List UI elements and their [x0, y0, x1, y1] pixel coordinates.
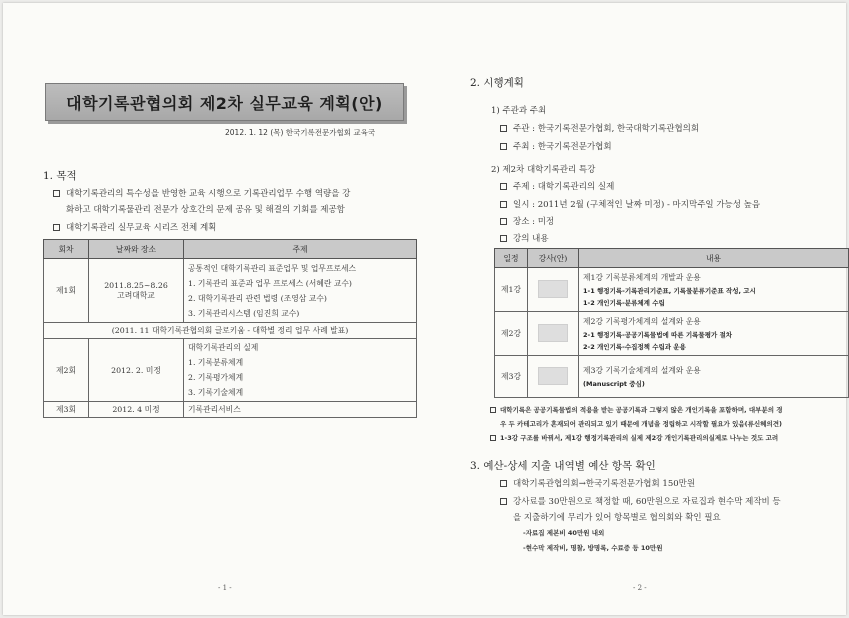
table-row [44, 323, 417, 339]
date-cell: 2012. 4 미정 [89, 402, 184, 418]
table-row [495, 312, 849, 356]
education-series-table [43, 239, 417, 418]
lecture-subitem: 1-2 개인기록-분류체계 수립 [583, 299, 665, 307]
topic-item: 2. 대학기록관리 관련 법령 (조영삼 교수) [188, 293, 327, 303]
lecture-session-cell: 제1강 [495, 268, 528, 312]
page-left [28, 3, 428, 615]
session-cell: 제3회 [44, 402, 89, 418]
note-1: 대학기록은 공공기록물법의 적용을 받는 공공기록과 그렇지 않은 개인기록을 포함하며, 대부분의 경 [490, 405, 783, 414]
page-number: - 2 - [633, 584, 647, 592]
lecture-subitem: (Manuscript 중심) [583, 380, 645, 388]
topic-cell: 기록관리서비스 [184, 402, 417, 418]
lecture-content-cell [579, 312, 849, 356]
topic-item: 1. 기록관리 표준과 업무 프로세스 (서혜란 교수) [188, 278, 352, 288]
checkbox-square-icon [500, 480, 507, 487]
topic-cell [184, 339, 417, 402]
lecture-subitem: 2-2 개인기록-수집정책 수립과 운용 [583, 343, 686, 351]
checkbox-square-icon [490, 435, 496, 441]
venue-bullet: 장소 : 미정 [500, 215, 554, 227]
theme-bullet: 주제 : 대학기록관리의 실제 [500, 180, 614, 192]
page-right [458, 3, 838, 615]
note-2: 1-3강 구조를 바꿔서, 제1강 행정기록관리의 실제 제2강 개인기록관리의실제로 나누는 것도 고려 [490, 433, 778, 442]
organizer-bullet: 주관 : 한국기록전문가협회, 한국대학기록관협의회 [500, 122, 699, 134]
table-row [44, 402, 417, 418]
lecture-session-cell: 제2강 [495, 312, 528, 356]
title-banner [45, 83, 404, 121]
table-header: 내용 [579, 249, 849, 268]
session-cell: 제2회 [44, 339, 89, 402]
checkbox-square-icon [490, 407, 496, 413]
date-text: 2011.8.25~8.26 [104, 280, 168, 290]
topic-item: 대학기록관리의 실제 [188, 343, 259, 352]
lecture-content-cell [579, 268, 849, 312]
budget-bullet-1: 대학기록관협의회→한국기록전문가협회 150만원 [500, 477, 695, 489]
topic-item: 공통적인 대학기록관리 표준업무 및 업무프로세스 [188, 263, 357, 273]
budget-detail-2: -현수막 제작비, 명찰, 방명록, 수료증 등 10만원 [523, 544, 663, 552]
redacted-name-box [538, 367, 568, 385]
checkbox-square-icon [500, 201, 507, 208]
checkbox-square-icon [500, 143, 507, 150]
host-bullet: 주최 : 한국기록전문가협회 [500, 140, 612, 152]
table-row [44, 259, 417, 323]
lecture-table [494, 248, 849, 398]
table-header: 주제 [184, 240, 417, 259]
checkbox-square-icon [500, 235, 507, 242]
budget-detail-1: -자료집 제본비 40만원 내외 [523, 529, 605, 537]
place-text: 고려대학교 [117, 290, 155, 300]
intermediate-event-cell: (2011. 11 대학기록관협의회 글로키움 - 대학별 정리 업무 사례 발표) [44, 323, 417, 339]
lecture-title: 제3강 기록기술체계의 설계와 운용 [583, 366, 701, 375]
checkbox-square-icon [53, 224, 60, 231]
table-row [44, 339, 417, 402]
note-1-cont: 우 두 카테고리가 혼재되어 관리되고 있기 때문에 개념을 정립하고 시작할 필요가 있음(류신혜의견) [500, 420, 782, 428]
table-header: 일정 [495, 249, 528, 268]
instructor-cell [528, 356, 579, 398]
instructor-cell [528, 268, 579, 312]
lecture-title: 제1강 기록분류체계의 개발과 운용 [583, 273, 701, 282]
content-bullet: 강의 내용 [500, 232, 549, 244]
checkbox-square-icon [500, 218, 507, 225]
topic-cell [184, 259, 417, 323]
lecture-title: 제2강 기록평가체계의 설계와 운용 [583, 317, 701, 326]
document-sheet [3, 3, 846, 615]
table-header: 회차 [44, 240, 89, 259]
subsection-lecture: 2) 제2차 대학기록관리 특강 [491, 165, 596, 175]
table-row [495, 356, 849, 398]
topic-item: 1. 기록분류체계 [188, 358, 244, 367]
date-cell: 2012. 2. 미정 [89, 339, 184, 402]
date-place-cell [89, 259, 184, 323]
page-number: - 1 - [218, 584, 232, 592]
purpose-bullet-1-cont: 화하고 대학기록물관리 전문가 상호간의 문제 공유 및 해결의 기회를 제공함 [66, 205, 345, 215]
purpose-bullet-2: 대학기록관리 실무교육 시리즈 전체 계획 [53, 221, 216, 233]
section1-heading: 1. 목적 [43, 170, 77, 182]
checkbox-square-icon [500, 183, 507, 190]
session-cell: 제1회 [44, 259, 89, 323]
checkbox-square-icon [53, 190, 60, 197]
table-row [495, 268, 849, 312]
table-header: 강사(안) [528, 249, 579, 268]
checkbox-square-icon [500, 498, 507, 505]
date-bullet: 일시 : 2011년 2월 (구체적인 날짜 미정) - 마지막주일 가능성 높음 [500, 198, 760, 210]
lecture-session-cell: 제3강 [495, 356, 528, 398]
table-header-row [495, 249, 849, 268]
section2-heading: 2. 시행계획 [470, 77, 524, 89]
budget-bullet-2-cont: 을 지출하기에 무리가 있어 항목별로 협의회와 확인 필요 [513, 513, 721, 523]
topic-item: 3. 기록기술체계 [188, 388, 244, 397]
topic-item: 2. 기록평가체계 [188, 373, 244, 382]
budget-bullet-2: 강사료를 30만원으로 책정할 때, 60만원으로 자료집과 현수막 제작비 등 [500, 495, 781, 507]
lecture-subitem: 2-1 행정기록-공공기록물법에 따른 기록물평가 절차 [583, 331, 733, 339]
dateline: 2012. 1. 12 (목) 한국기록전문가협회 교육국 [225, 128, 376, 137]
lecture-content-cell [579, 356, 849, 398]
table-header: 날짜와 장소 [89, 240, 184, 259]
table-header-row [44, 240, 417, 259]
checkbox-square-icon [500, 125, 507, 132]
redacted-name-box [538, 324, 568, 342]
purpose-bullet-1: 대학기록관리의 특수성을 반영한 교육 시행으로 기록관리업무 수행 역량을 강 [53, 187, 350, 199]
section3-heading: 3. 예산-상세 지출 내역별 예산 항목 확인 [470, 460, 656, 472]
subsection-organizers: 1) 주관과 주최 [491, 106, 547, 116]
instructor-cell [528, 312, 579, 356]
topic-item: 3. 기록관리시스템 (임진희 교수) [188, 308, 300, 318]
document-title: 대학기록관협의회 제2차 실무교육 계획(안) [66, 93, 383, 113]
redacted-name-box [538, 280, 568, 298]
lecture-subitem: 1-1 행정기록-기록관리기준표, 기록물분류기준표 작성, 고시 [583, 287, 756, 295]
